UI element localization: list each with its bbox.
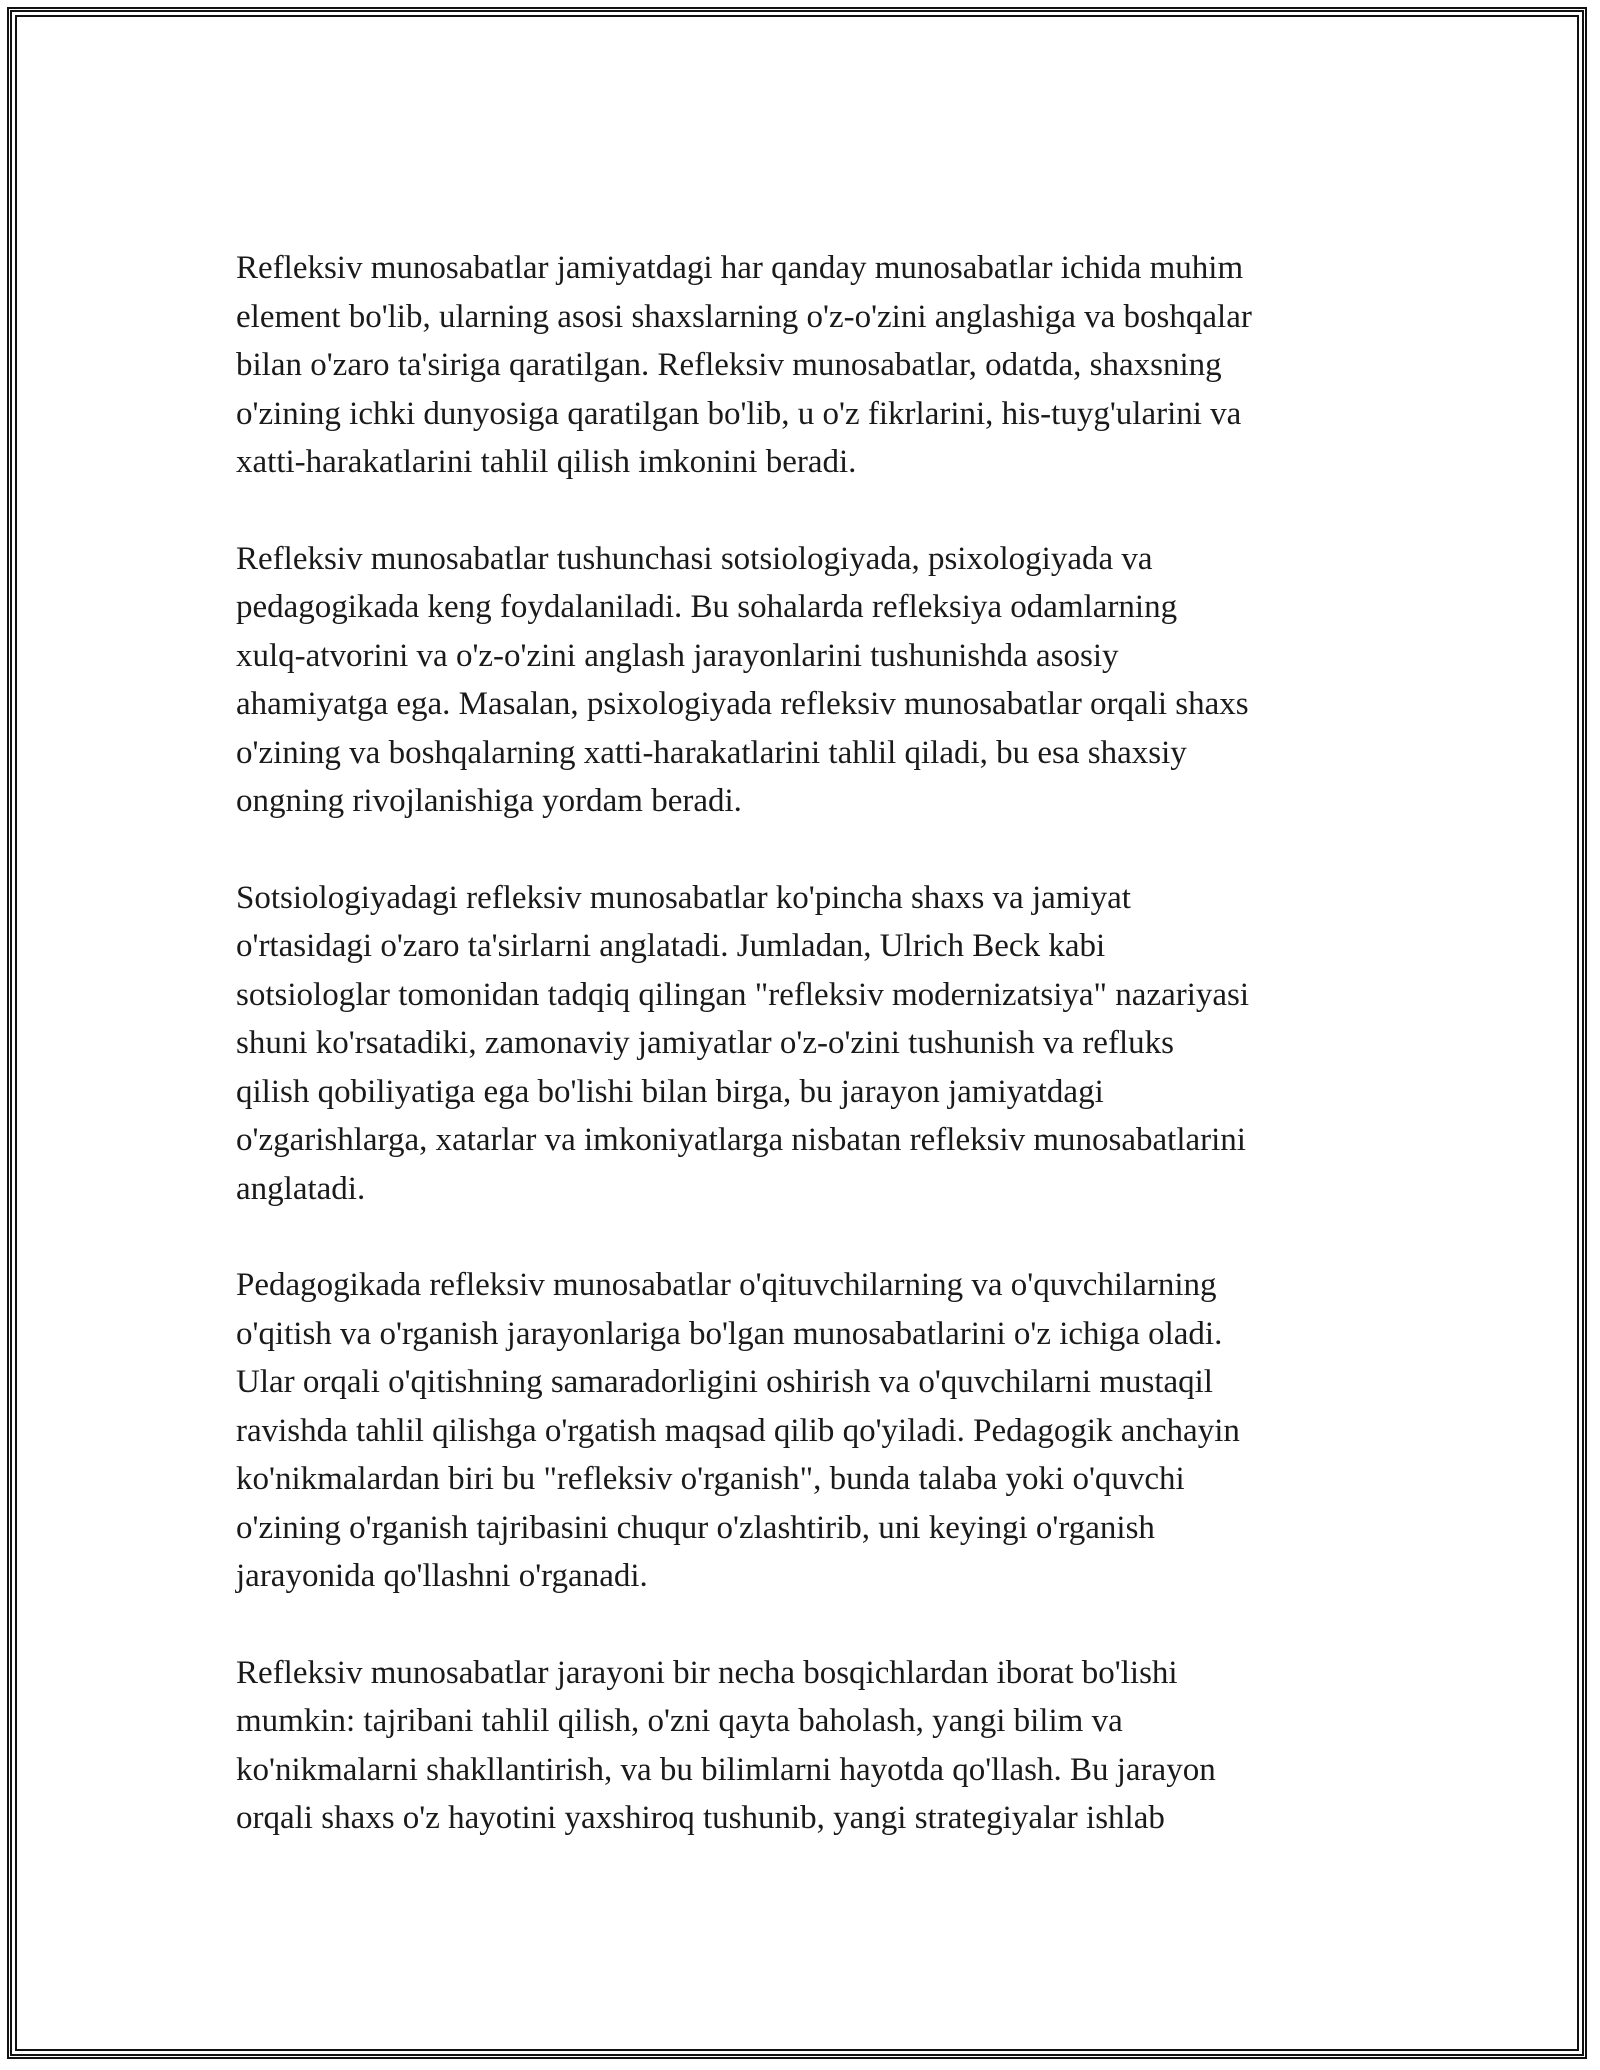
- text-line: anglatadi.: [236, 1170, 366, 1207]
- text-line: ongning rivojlanishiga yordam beradi.: [236, 783, 742, 819]
- text-line: shuni ko'rsatadiki, zamonaviy jamiyatlar o'z-o'zini tushunish va refluks: [236, 1025, 1174, 1061]
- text-line: ko'nikmalardan biri bu "refleksiv o'rganish", bunda talaba yoki o'quvchi: [236, 1461, 1185, 1497]
- text-line: element bo'lib, ularning asosi shaxslarning o'z-o'zini anglashiga va boshqalar: [236, 298, 1252, 335]
- text-line: o'zining o'rganish tajribasini chuqur o'zlashtirib, uni keyingi o'rganish: [236, 1509, 1155, 1546]
- text-line: bilan o'zaro ta'siriga qaratilgan. Refleksiv munosabatlar, odatda, shaxsning: [236, 347, 1222, 383]
- text-line: o'rtasidagi o'zaro ta'sirlarni anglatadi. Jumladan, Ulrich Beck kabi: [236, 928, 1106, 964]
- text-line: ko'nikmalarni shakllantirish, va bu bilimlarni hayotda qo'llash. Bu jarayon: [236, 1751, 1216, 1788]
- text-line: xulq-atvorini va o'z-o'zini anglash jarayonlarini tushunishda asosiy: [236, 637, 1119, 674]
- text-line: Pedagogikada refleksiv munosabatlar o'qituvchilarning va o'quvchilarning: [236, 1267, 1217, 1303]
- text-line: Refleksiv munosabatlar tushunchasi sotsiologiyada, psixologiyada va: [236, 540, 1153, 577]
- text-line: orqali shaxs o'z hayotini yaxshiroq tushunib, yangi strategiyalar ishlab: [236, 1800, 1165, 1836]
- text-line: Sotsiologiyadagi refleksiv munosabatlar ko'pincha shaxs va jamiyat: [236, 879, 1131, 916]
- text-line: sotsiologlar tomonidan tadqiq qilingan "refleksiv modernizatsiya" nazariyasi: [236, 976, 1250, 1013]
- text-line: Refleksiv munosabatlar jarayoni bir necha bosqichlardan iborat bo'lishi: [236, 1654, 1178, 1691]
- paragraph: [236, 535, 1376, 826]
- text-line: o'zining va boshqalarning xatti-harakatlarini tahlil qiladi, bu esa shaxsiy: [236, 734, 1187, 771]
- paragraph: [236, 874, 1376, 1214]
- text-line: o'zining ichki dunyosiga qaratilgan bo'lib, u o'z fikrlarini, his-tuyg'ularini va: [236, 395, 1242, 432]
- text-line: pedagogikada keng foydalaniladi. Bu sohalarda refleksiya odamlarning: [236, 589, 1178, 625]
- text-line: xatti-harakatlarini tahlil qilish imkonini beradi.: [236, 444, 857, 480]
- paragraph: [236, 244, 1376, 487]
- text-line: o'zgarishlarga, xatarlar va imkoniyatlarga nisbatan refleksiv munosabatlarini: [236, 1122, 1246, 1158]
- document-body: [236, 244, 1376, 1891]
- text-line: ravishda tahlil qilishga o'rgatish maqsad qilib qo'yiladi. Pedagogik anchayin: [236, 1412, 1240, 1449]
- text-line: Refleksiv munosabatlar jamiyatdagi har qanday munosabatlar ichida muhim: [236, 250, 1244, 286]
- text-line: jarayonida qo'llashni o'rganadi.: [236, 1558, 648, 1594]
- text-line: qilish qobiliyatiga ega bo'lishi bilan birga, bu jarayon jamiyatdagi: [236, 1073, 1104, 1110]
- text-line: ahamiyatga ega. Masalan, psixologiyada refleksiv munosabatlar orqali shaxs: [236, 686, 1249, 722]
- text-line: Ular orqali o'qitishning samaradorligini oshirish va o'quvchilarni mustaqil: [236, 1364, 1213, 1400]
- text-line: o'qitish va o'rganish jarayonlariga bo'lgan munosabatlarini o'z ichiga oladi.: [236, 1315, 1223, 1352]
- paragraph: [236, 1261, 1376, 1601]
- paragraph: [236, 1649, 1376, 1843]
- text-line: mumkin: tajribani tahlil qilish, o'zni qayta baholash, yangi bilim va: [236, 1703, 1123, 1739]
